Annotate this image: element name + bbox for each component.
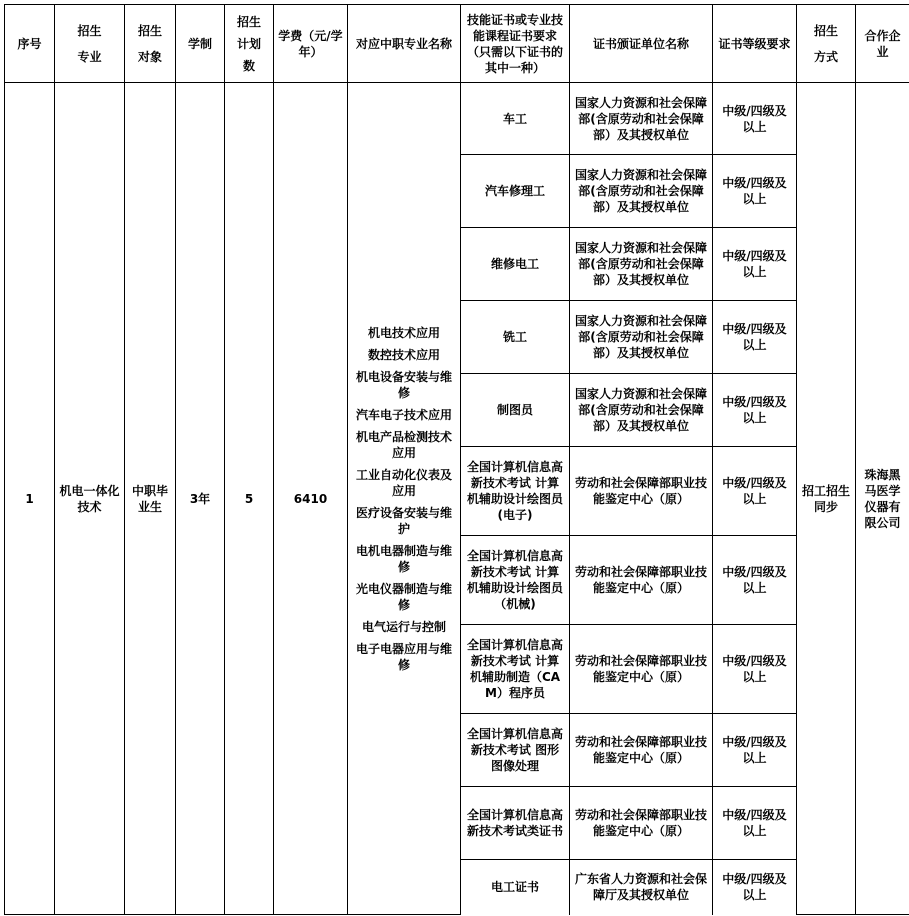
cell-cert-issuer: 国家人力资源和社会保障部(含原劳动和社会保障部）及其授权单位 xyxy=(570,228,713,301)
cell-cert-issuer: 劳动和社会保障部职业技能鉴定中心（原） xyxy=(570,625,713,714)
cell-cert-level: 中级/四级及以上 xyxy=(713,714,797,787)
cell-cert-name: 全国计算机信息高新技术考试 计算机辅助制造（CAM）程序员 xyxy=(461,625,570,714)
list-item: 汽车电子技术应用 xyxy=(355,407,452,422)
cell-cert-name: 全国计算机信息高新技术考试 图形图像处理 xyxy=(461,714,570,787)
cell-cert-level: 中级/四级及以上 xyxy=(713,228,797,301)
header-partner: 合作企业 xyxy=(856,5,909,83)
cell-cert-name: 全国计算机信息高新技术考试 计算机辅助设计绘图员(电子) xyxy=(461,447,570,536)
header-tuition: 学费（元/学年） xyxy=(274,5,348,83)
cell-related-majors xyxy=(348,83,461,915)
list-item: 医疗设备安装与维护 xyxy=(355,505,452,536)
cell-cert-name: 全国计算机信息高新技术考试类证书 xyxy=(461,787,570,860)
cell-cert-issuer: 劳动和社会保障部职业技能鉴定中心（原） xyxy=(570,714,713,787)
header-level: 证书等级要求 xyxy=(713,5,797,83)
header-row xyxy=(5,5,909,83)
cell-target: 中职毕业生 xyxy=(125,83,176,915)
cell-cert-level: 中级/四级及以上 xyxy=(713,155,797,228)
cell-method: 招工招生同步 xyxy=(797,83,856,915)
cell-cert-name: 汽车修理工 xyxy=(461,155,570,228)
cell-plan: 5 xyxy=(225,83,274,915)
list-item: 数控技术应用 xyxy=(367,347,440,362)
header-major: 招生 专业 xyxy=(55,5,125,83)
cell-cert-issuer: 劳动和社会保障部职业技能鉴定中心（原） xyxy=(570,787,713,860)
cell-cert-level: 中级/四级及以上 xyxy=(713,301,797,374)
cell-cert-name: 全国计算机信息高新技术考试 计算机辅助设计绘图员（机械) xyxy=(461,536,570,625)
list-item: 工业自动化仪表及应用 xyxy=(355,467,452,498)
cell-cert-issuer: 国家人力资源和社会保障部(含原劳动和社会保障部）及其授权单位 xyxy=(570,83,713,155)
cell-cert-level: 中级/四级及以上 xyxy=(713,83,797,155)
cell-cert-issuer: 国家人力资源和社会保障部(含原劳动和社会保障部）及其授权单位 xyxy=(570,301,713,374)
cell-cert-issuer: 国家人力资源和社会保障部(含原劳动和社会保障部）及其授权单位 xyxy=(570,374,713,447)
list-item: 机电设备安装与维修 xyxy=(355,369,452,400)
table-row xyxy=(5,83,909,155)
cell-cert-level: 中级/四级及以上 xyxy=(713,625,797,714)
list-item: 机电技术应用 xyxy=(367,325,440,340)
header-cert-requirement: 技能证书或专业技能课程证书要求（只需以下证书的其中一种） xyxy=(461,5,570,83)
cell-cert-name: 维修电工 xyxy=(461,228,570,301)
header-issuer: 证书颁证单位名称 xyxy=(570,5,713,83)
cell-cert-issuer: 广东省人力资源和社会保障厅及其授权单位 xyxy=(570,860,713,915)
cell-cert-level: 中级/四级及以上 xyxy=(713,787,797,860)
cell-cert-name: 制图员 xyxy=(461,374,570,447)
cell-tuition: 6410 xyxy=(274,83,348,915)
header-method: 招生 方式 xyxy=(797,5,856,83)
list-item: 光电仪器制造与维修 xyxy=(355,581,452,612)
cell-cert-name: 车工 xyxy=(461,83,570,155)
header-related-majors: 对应中职专业名称 xyxy=(348,5,461,83)
list-item: 机电产品检测技术应用 xyxy=(355,429,452,460)
cell-cert-level: 中级/四级及以上 xyxy=(713,374,797,447)
table-body xyxy=(5,83,909,915)
header-duration: 学制 xyxy=(176,5,225,83)
list-item: 电气运行与控制 xyxy=(361,619,446,634)
header-seq: 序号 xyxy=(5,5,55,83)
list-item: 电子电器应用与维修 xyxy=(355,641,452,672)
cell-cert-level: 中级/四级及以上 xyxy=(713,536,797,625)
cell-duration: 3年 xyxy=(176,83,225,915)
cell-cert-issuer: 劳动和社会保障部职业技能鉴定中心（原） xyxy=(570,536,713,625)
cell-cert-name: 电工证书 xyxy=(461,860,570,915)
list-item: 电机电器制造与维修 xyxy=(355,543,452,574)
header-target: 招生 对象 xyxy=(125,5,176,83)
cell-seq: 1 xyxy=(5,83,55,915)
cell-cert-issuer: 国家人力资源和社会保障部(含原劳动和社会保障部）及其授权单位 xyxy=(570,155,713,228)
cell-partner: 珠海黑马医学仪器有限公司 xyxy=(856,83,909,915)
cell-cert-level: 中级/四级及以上 xyxy=(713,447,797,536)
cell-cert-issuer: 劳动和社会保障部职业技能鉴定中心（原） xyxy=(570,447,713,536)
enrollment-table xyxy=(4,4,909,915)
cell-major: 机电一体化技术 xyxy=(55,83,125,915)
header-plan: 招生 计划 数 xyxy=(225,5,274,83)
cell-cert-name: 铣工 xyxy=(461,301,570,374)
cell-cert-level: 中级/四级及以上 xyxy=(713,860,797,915)
